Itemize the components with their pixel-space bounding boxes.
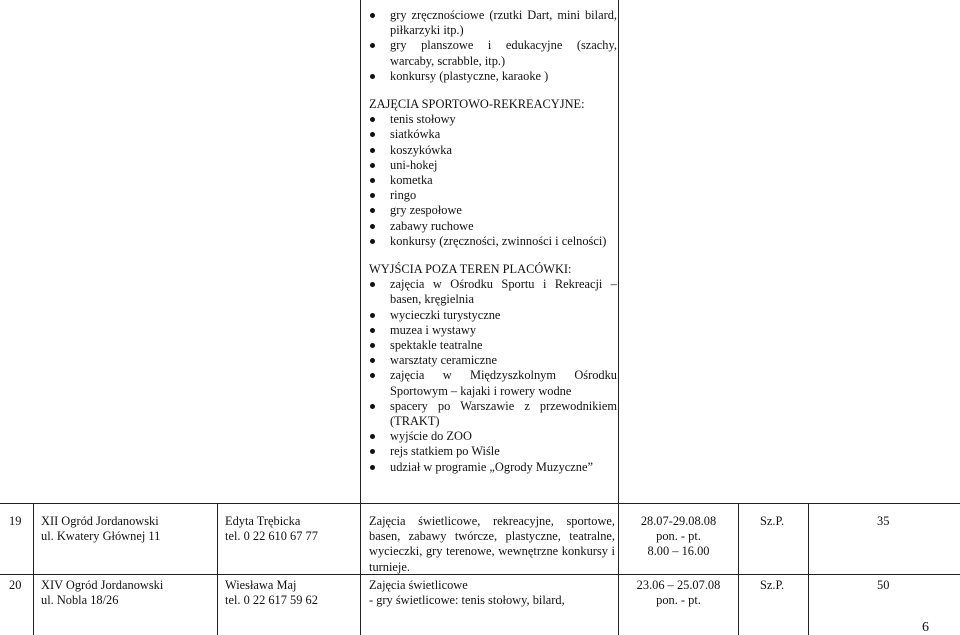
date-range: 28.07-29.08.08: [640, 514, 717, 528]
list-item: [369, 112, 617, 127]
list-item: [369, 203, 617, 218]
list-item: [369, 353, 617, 368]
list-item: [369, 127, 617, 142]
list-item-text: zajęcia w Międzyszkolnym Ośrodku Sportowym – kajaki i rowery wodne: [390, 368, 617, 398]
bullet-icon: [370, 328, 375, 333]
description-line: - gry świetlicowe: tenis stołowy, bilard,: [369, 593, 565, 608]
list-item: [369, 8, 617, 38]
bullet-icon: [370, 208, 375, 213]
list-item-text: siatkówka: [390, 127, 441, 142]
bullet-icon: [370, 117, 375, 122]
bullet-icon: [370, 434, 375, 439]
trips-heading: WYJŚCIA POZA TEREN PLACÓWKI:: [369, 262, 572, 277]
list-item: [369, 188, 617, 203]
table-border-left-top: [360, 0, 361, 503]
row-divider: [0, 503, 960, 504]
list-item: [369, 69, 617, 84]
list-item-text: udział w programie „Ogrody Muzyczne”: [390, 459, 593, 474]
weekdays: pon. - pt.: [656, 529, 701, 544]
list-item: [369, 219, 617, 234]
list-item: [369, 399, 617, 429]
list-item-text: zajęcia w Ośrodku Sportu i Rekreacji – basen, kręgielnia: [390, 277, 617, 307]
bullet-icon: [370, 132, 375, 137]
count-cell: 35: [877, 514, 890, 528]
bullet-icon: [370, 449, 375, 454]
list-item: [369, 308, 617, 323]
list-item: [369, 158, 617, 173]
bullet-icon: [370, 224, 375, 229]
bullet-icon: [370, 358, 375, 363]
bullet-icon: [370, 74, 375, 79]
dates-cell: [620, 578, 737, 608]
contact-person: Wiesława Maj: [225, 578, 297, 592]
column-divider: [618, 503, 619, 635]
list-item-text: spektakle teatralne: [390, 338, 483, 353]
list-item-text: warsztaty ceramiczne: [390, 353, 497, 368]
dates-cell: [620, 514, 737, 560]
bullet-icon: [370, 282, 375, 287]
bullet-icon: [370, 178, 375, 183]
list-item-text: gry planszowe i edukacyjne (szachy, warcaby, scrabble, itp.): [390, 38, 617, 68]
contact-person: Edyta Trębicka: [225, 514, 301, 528]
bullet-icon: [370, 465, 375, 470]
place-cell: [41, 578, 213, 608]
date-range: 23.06 – 25.07.08: [636, 578, 721, 592]
page-number: 6: [922, 620, 929, 635]
list-item-text: rejs statkiem po Wiśle: [390, 444, 500, 459]
sport-activities-list: [369, 112, 617, 249]
school-cell: Sz.P.: [760, 514, 785, 528]
column-divider: [33, 503, 34, 635]
description-cell: Zajęcia świetlicowe, rekreacyjne, sportowe, basen, zabawy twórcze, plastyczne, teatralne, wycieczki, gry terenowe, wewnętrzne konkursy i turnieje.: [369, 514, 615, 574]
school-cell: Sz.P.: [760, 578, 785, 592]
list-item: [369, 444, 617, 459]
column-divider: [808, 503, 809, 635]
column-divider: [738, 503, 739, 635]
list-item: [369, 143, 617, 158]
list-item-text: kometka: [390, 173, 433, 188]
bullet-icon: [370, 404, 375, 409]
list-item-text: spacery po Warszawie z przewodnikiem (TRAKT): [390, 398, 617, 429]
list-item-text: gry zespołowe: [390, 203, 462, 218]
bullet-icon: [370, 239, 375, 244]
bullet-icon: [370, 343, 375, 348]
contact-phone: tel. 0 22 617 59 62: [225, 593, 318, 608]
trips-list: [369, 277, 617, 475]
contact-phone: tel. 0 22 610 67 77: [225, 529, 318, 544]
list-item: [369, 323, 617, 338]
list-item-text: zabawy ruchowe: [390, 218, 474, 233]
bullet-icon: [370, 148, 375, 153]
bullet-icon: [370, 193, 375, 198]
list-item: [369, 277, 617, 307]
list-item-text: tenis stołowy: [390, 112, 456, 127]
list-item: [369, 429, 617, 444]
table-border-right-top: [618, 0, 619, 503]
place-address: ul. Kwatery Głównej 11: [41, 529, 161, 544]
list-item-text: wyjście do ZOO: [390, 429, 472, 444]
list-item: [369, 460, 617, 475]
list-item: [369, 234, 617, 249]
list-item-text: gry zręcznościowe (rzutki Dart, mini bilard, piłkarzyki itp.): [390, 8, 617, 38]
contact-cell: [225, 578, 357, 608]
place-address: ul. Nobla 18/26: [41, 593, 119, 608]
hours: 8.00 – 16.00: [647, 544, 710, 559]
weekdays: pon. - pt.: [656, 593, 701, 608]
general-activities-list: [369, 8, 617, 84]
bullet-icon: [370, 43, 375, 48]
list-item: [369, 368, 617, 398]
list-item: [369, 173, 617, 188]
sport-heading: ZAJĘCIA SPORTOWO-REKREACYJNE:: [369, 97, 585, 112]
list-item-text: konkursy (plastyczne, karaoke ): [390, 68, 549, 83]
place-name: XIV Ogród Jordanowski: [41, 578, 164, 592]
list-item-text: konkursy (zręczności, zwinności i celności): [390, 233, 607, 248]
row-number: 19: [9, 514, 22, 528]
place-cell: [41, 514, 213, 544]
bullet-icon: [370, 373, 375, 378]
list-item-text: koszykówka: [390, 142, 452, 157]
list-item-text: uni-hokej: [390, 157, 438, 172]
list-item: [369, 38, 617, 68]
contact-cell: [225, 514, 357, 544]
list-item-text: wycieczki turystyczne: [390, 307, 501, 322]
description-cell: [369, 578, 615, 608]
place-name: XII Ogród Jordanowski: [41, 514, 159, 528]
list-item-text: ringo: [390, 188, 417, 203]
bullet-icon: [370, 313, 375, 318]
description-line: Zajęcia świetlicowe: [369, 578, 468, 592]
list-item: [369, 338, 617, 353]
bullet-icon: [370, 163, 375, 168]
row-number: 20: [9, 578, 22, 592]
activities-cell: [369, 8, 617, 475]
count-cell: 50: [877, 578, 890, 592]
bullet-icon: [370, 13, 375, 18]
list-item-text: muzea i wystawy: [390, 322, 477, 337]
column-divider: [217, 503, 218, 635]
column-divider: [360, 503, 361, 635]
